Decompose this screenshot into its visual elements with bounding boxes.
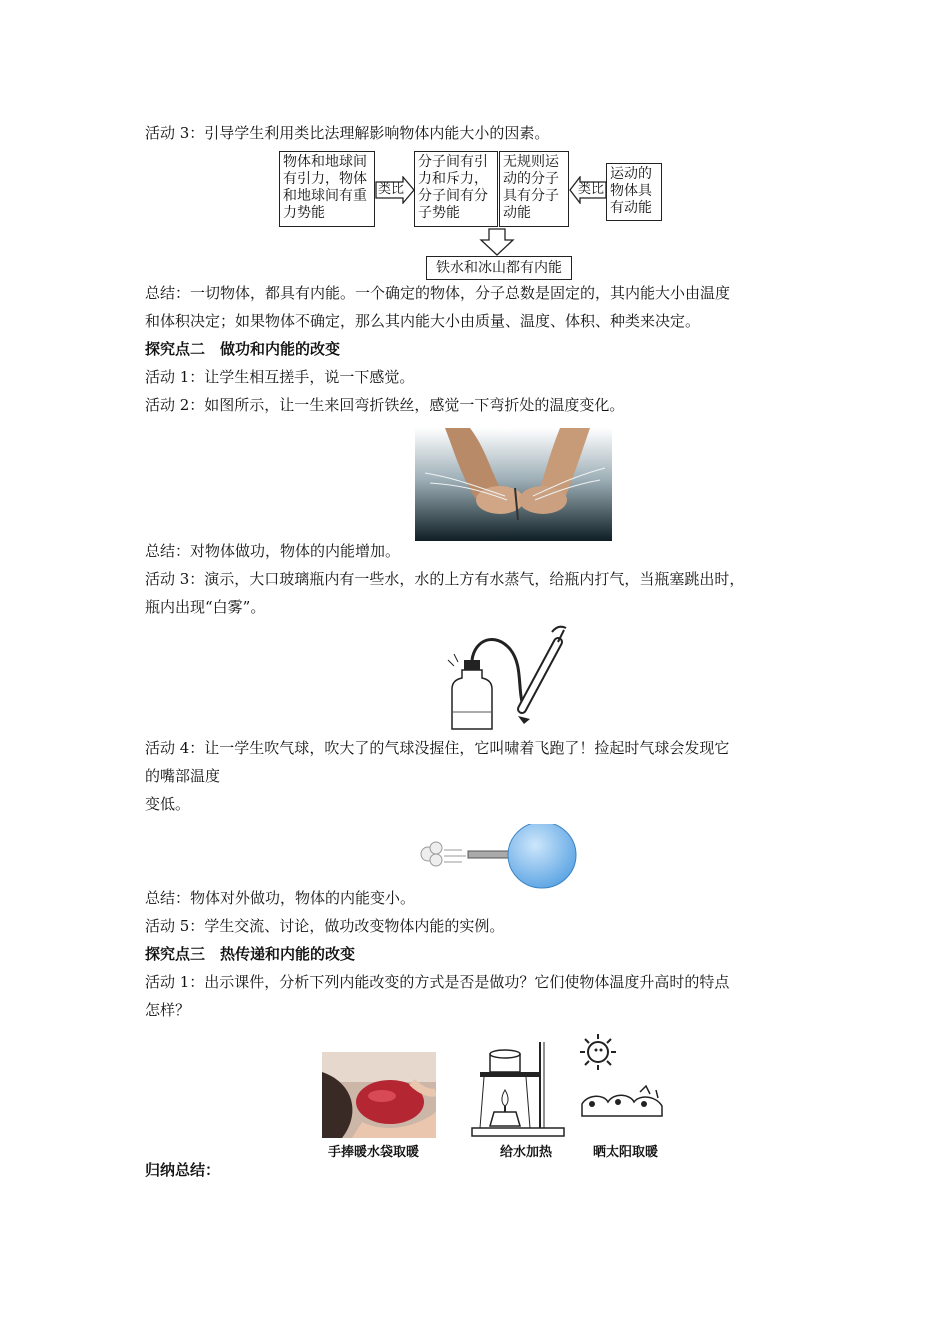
bending-wire-photo [415,428,612,541]
sunbathing-diagram [578,1032,668,1138]
s2-activity2: 活动 2：如图所示，让一生来回弯折铁丝，感觉一下弯折处的温度变化。 [145,396,625,414]
box-random-motion: 无规则运 动的分子 具有分子 动能 [499,151,569,227]
bottle-pump-diagram [440,624,575,734]
conclusion-box: 铁水和冰山都有内能 [426,256,572,280]
box-kinetic: 运动的 物体具 有动能 [606,163,662,221]
caption-hot-water-bag: 手捧暖水袋取暖 [328,1145,420,1160]
caption-heating-water: 给水加热 [500,1145,553,1160]
section3-title: 探究点三 热传递和内能的改变 [145,945,356,963]
summary1-line2: 和体积决定；如果物体不确定，那么其内能大小由质量、温度、体积、种类来决定。 [145,312,701,330]
s2-activity4-line1: 活动 4：让一学生吹气球，吹大了的气球没握住，它叫啸着飞跑了！捡起时气球会发现它 [145,739,730,757]
s3-activity1-line1: 活动 1：出示课件，分析下列内能改变的方式是否是做功？它们使物体温度升高时的特点 [145,973,730,991]
arrow-label-left: 类比 [378,182,405,197]
section2-title: 探究点二 做功和内能的改变 [145,340,341,358]
box-molecular-force: 分子间有引 力和斥力， 分子间有分 子势能 [414,151,498,227]
s2-activity5: 活动 5：学生交流、讨论，做功改变物体内能的实例。 [145,917,505,935]
s2-summary1: 总结：对物体做功，物体的内能增加。 [145,542,401,560]
caption-sunbathing: 晒太阳取暖 [593,1145,659,1160]
hot-water-bag-photo [322,1052,436,1138]
s2-activity4-line2: 的嘴部温度 [145,767,221,785]
heating-water-diagram [470,1040,566,1138]
final-heading: 归纳总结： [145,1161,221,1179]
box-gravity: 物体和地球间 有引力，物体 和地球间有重 力势能 [279,151,375,227]
s2-activity4-line3: 变低。 [145,795,191,813]
down-arrow-icon [479,228,515,256]
s2-activity3-line1: 活动 3：演示，大口玻璃瓶内有一些水，水的上方有水蒸气，给瓶内打气，当瓶塞跳出时， [145,570,745,588]
summary1-line1: 总结：一切物体，都具有内能。一个确定的物体，分子总数是固定的，其内能大小由温度 [145,284,731,302]
activity3-intro: 活动 3：引导学生利用类比法理解影响物体内能大小的因素。 [145,124,550,142]
s2-summary2: 总结：物体对外做功，物体的内能变小。 [145,889,416,907]
s3-activity1-line2: 怎样？ [145,1001,191,1019]
arrow-label-right: 类比 [578,182,605,197]
s2-activity1: 活动 1：让学生相互搓手，说一下感觉。 [145,368,415,386]
s2-activity3-line2: 瓶内出现“白雾”。 [145,598,266,616]
balloon-diagram [418,824,578,892]
